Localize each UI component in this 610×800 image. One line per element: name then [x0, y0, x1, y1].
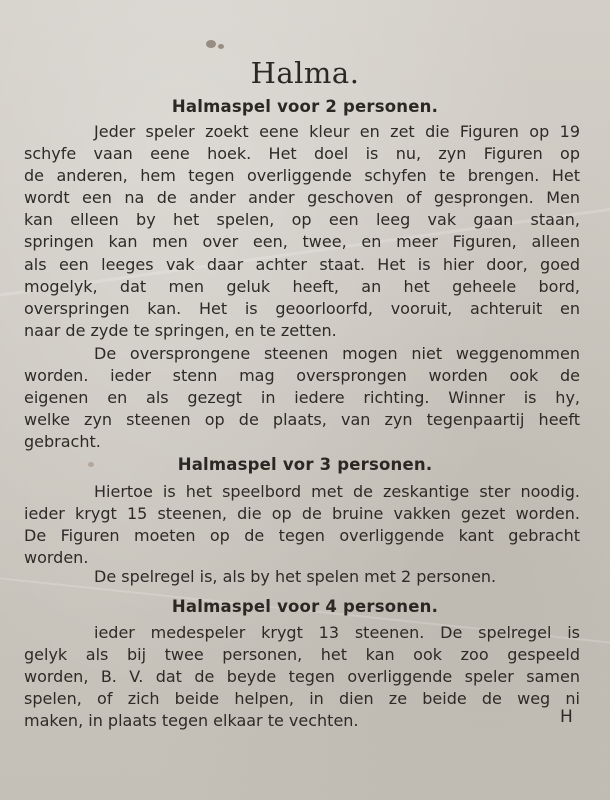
text-line: kan elleen by het spelen, op een leeg vak gaan staan, [24, 210, 580, 230]
text-line: gebracht. [24, 432, 101, 452]
paragraph [24, 481, 580, 569]
text-line: De Figuren moeten op de tegen overliggende kant gebracht [24, 526, 580, 546]
paragraph [24, 622, 580, 732]
text-line: eigenen en als gezegt in iedere richting. Winner is hy, [24, 388, 580, 408]
section-heading: Halmaspel voor 4 personen. [171, 597, 439, 616]
text-line: schyfe vaan eene hoek. Het doel is nu, zyn Figuren op [24, 144, 580, 164]
text-line: De spelregel is, als by het spelen met 2 personen. [94, 567, 497, 586]
text-line: als een leeges vak daar achter staat. Het is hier door, goed [24, 254, 580, 274]
text-line: overspringen kan. Het is geoorloorfd, vooruit, achteruit en [24, 298, 580, 318]
text-line: springen kan men over een, twee, en meer Figuren, alleen [24, 232, 580, 252]
text-line: welke zyn steenen op de plaats, van zyn tegenpaartij heeft [24, 410, 580, 430]
text-line: spelen, of zich beide helpen, in dien ze beide de weg ni [24, 689, 580, 709]
ink-stain [218, 44, 224, 49]
text-line: worden, B. V. dat de beyde tegen overliggende speler samen [24, 667, 580, 687]
ink-stain [206, 40, 216, 48]
text-line: wordt een na de ander ander geschoven of gesprongen. Men [24, 188, 580, 208]
text-line: ieder medespeler krygt 13 steenen. De spelregel is [94, 623, 580, 642]
text-line: mogelyk, dat men geluk heeft, an het geheele bord, [24, 276, 580, 296]
text-line: worden. [24, 548, 89, 568]
paragraph [24, 343, 580, 453]
signature-initial: H [560, 707, 573, 727]
paragraph [24, 121, 580, 342]
text-line: gelyk als bij twee personen, het kan ook zoo gespeeld [24, 645, 580, 665]
text-line: Hiertoe is het speelbord met de zeskantige ster noodig. [94, 482, 580, 501]
text-line: de anderen, hem tegen overliggende schyfen te brengen. Het [24, 166, 580, 186]
text-line: De oversprongene steenen mogen niet weggenommen [94, 344, 580, 363]
document-title: Halma. [250, 56, 360, 90]
text-line: Jeder speler zoekt eene kleur en zet die Figuren op 19 [94, 122, 580, 141]
text-line: naar de zyde te springen, en te zetten. [24, 320, 337, 340]
paragraph [24, 566, 580, 588]
section-heading: Halmaspel voor 2 personen. [171, 97, 439, 116]
section-heading: Halmaspel vor 3 personen. [177, 455, 433, 474]
text-line: maken, in plaats tegen elkaar te vechten. [24, 711, 359, 731]
text-line: ieder krygt 15 steenen, die op de bruine vakken gezet worden. [24, 504, 580, 524]
text-line: worden. ieder stenn mag oversprongen worden ook de [24, 366, 580, 386]
